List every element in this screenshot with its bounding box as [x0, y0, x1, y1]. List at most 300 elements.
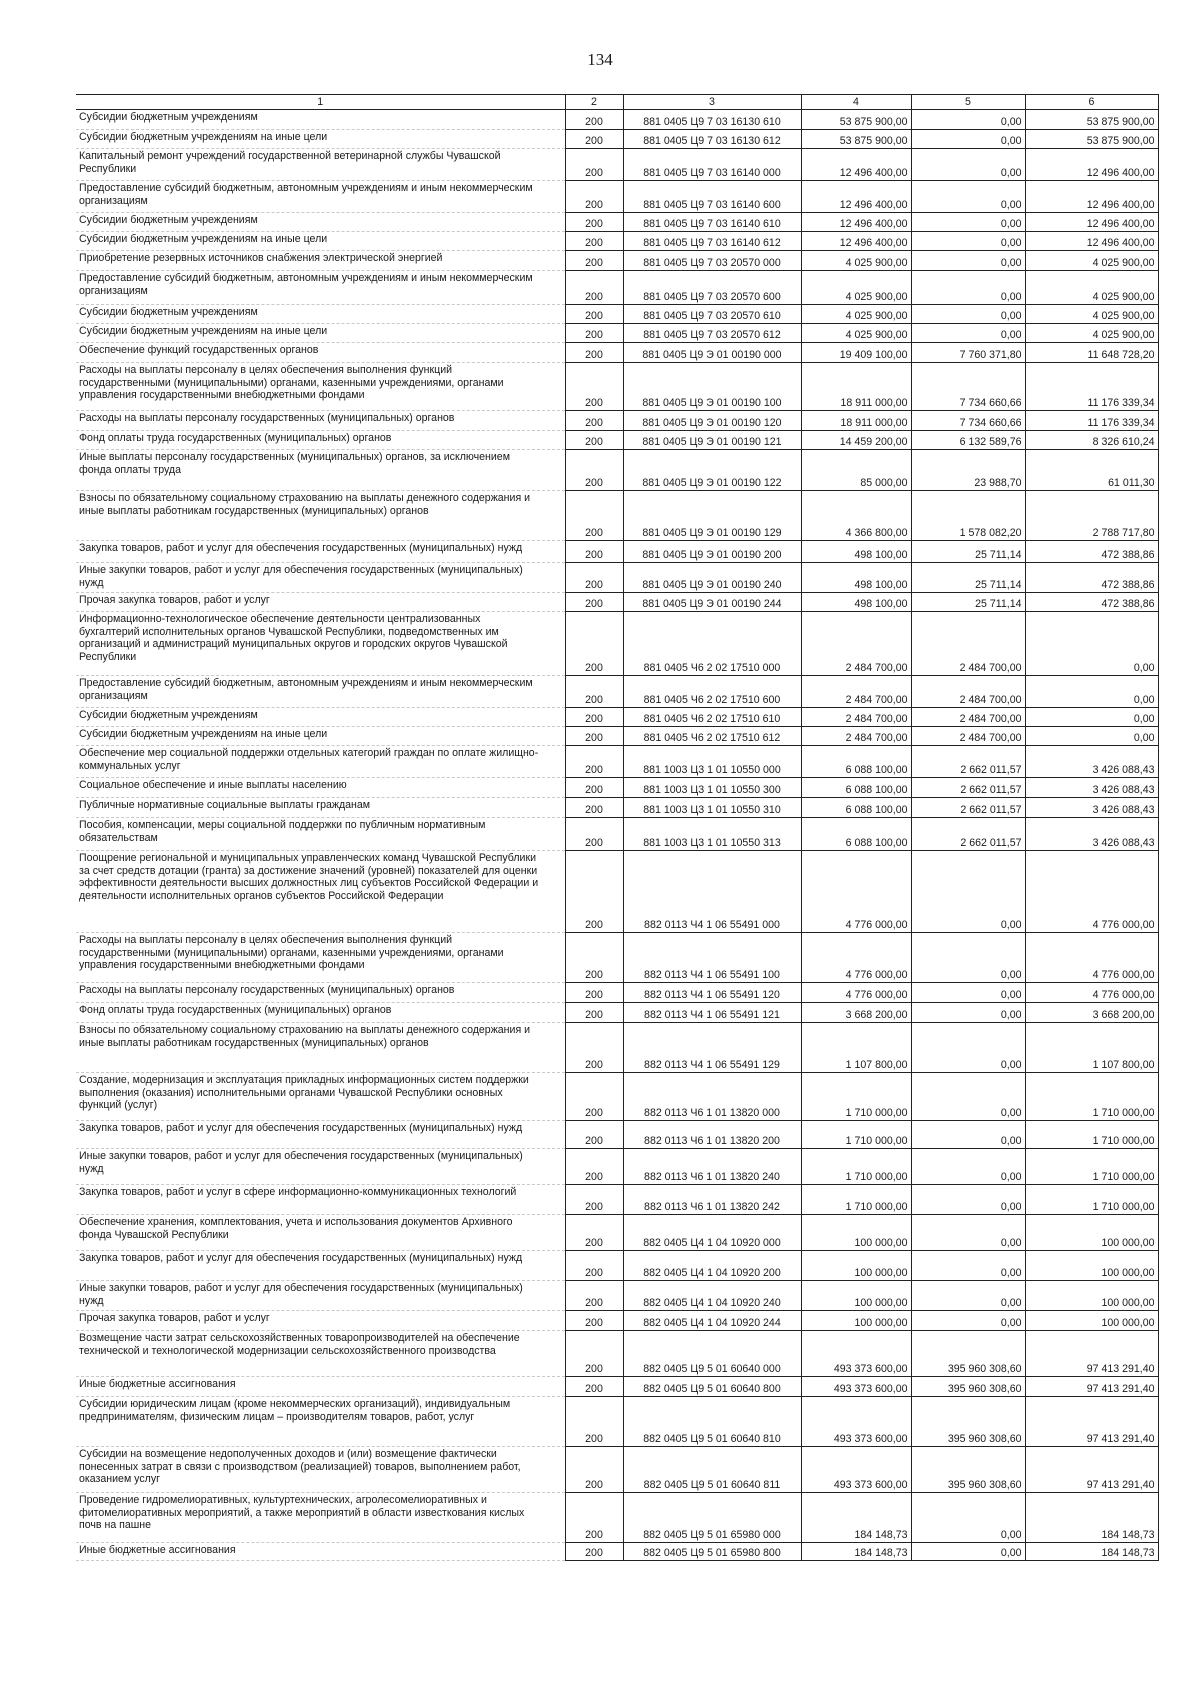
- row-name: Проведение гидромелиоративных, культуртехнических, агролесомелиоративных и фитомелиоративных мероприятий, а также мероприятий в области известкования кислых почв на пашне: [76, 1493, 565, 1543]
- row-remainder: 4 025 900,00: [1025, 305, 1158, 324]
- row-budget-code: 881 0405 Ц9 Э 01 00190 121: [623, 431, 801, 450]
- row-remainder: 472 388,86: [1025, 563, 1158, 593]
- row-name: Публичные нормативные социальные выплаты гражданам: [76, 798, 565, 818]
- row-code: 200: [565, 181, 623, 213]
- row-executed: 395 960 308,60: [911, 1447, 1025, 1493]
- row-budget-code: 882 0113 Ч6 1 01 13820 242: [623, 1185, 801, 1215]
- table-row: [76, 1185, 1158, 1215]
- table-row: [76, 130, 1158, 149]
- row-name: Иные закупки товаров, работ и услуг для обеспечения государственных (муниципальных) нужд: [76, 1149, 565, 1185]
- row-executed: 0,00: [911, 251, 1025, 271]
- row-name: Субсидии бюджетным учреждениям: [76, 110, 565, 130]
- row-executed: 0,00: [911, 983, 1025, 1003]
- row-approved: 12 496 400,00: [801, 213, 911, 232]
- row-code: 200: [565, 933, 623, 983]
- row-name: Субсидии бюджетным учреждениям: [76, 305, 565, 324]
- row-name: Субсидии бюджетным учреждениям на иные цели: [76, 727, 565, 746]
- row-budget-code: 882 0113 Ч4 1 06 55491 129: [623, 1023, 801, 1073]
- row-code: 200: [565, 851, 623, 933]
- row-executed: 0,00: [911, 324, 1025, 343]
- row-approved: 18 911 000,00: [801, 363, 911, 411]
- row-name: Закупка товаров, работ и услуг для обеспечения государственных (муниципальных) нужд: [76, 541, 565, 563]
- table-row: [76, 851, 1158, 933]
- row-name: Расходы на выплаты персоналу государственных (муниципальных) органов: [76, 411, 565, 431]
- row-budget-code: 882 0405 Ц9 5 01 60640 810: [623, 1397, 801, 1447]
- row-remainder: 184 148,73: [1025, 1493, 1158, 1543]
- row-code: 200: [565, 1215, 623, 1251]
- row-budget-code: 882 0405 Ц9 5 01 60640 800: [623, 1377, 801, 1397]
- row-executed: 0,00: [911, 1493, 1025, 1543]
- row-executed: 0,00: [911, 1003, 1025, 1023]
- row-code: 200: [565, 363, 623, 411]
- row-name: Иные бюджетные ассигнования: [76, 1377, 565, 1397]
- row-name: Субсидии бюджетным учреждениям: [76, 213, 565, 232]
- row-executed: 0,00: [911, 1149, 1025, 1185]
- table-row: [76, 541, 1158, 563]
- row-remainder: 1 710 000,00: [1025, 1149, 1158, 1185]
- row-budget-code: 882 0405 Ц9 5 01 65980 000: [623, 1493, 801, 1543]
- row-executed: 0,00: [911, 1023, 1025, 1073]
- table-row: [76, 1543, 1158, 1561]
- row-code: 200: [565, 727, 623, 746]
- row-executed: 0,00: [911, 933, 1025, 983]
- row-budget-code: 881 0405 Ц9 7 03 16140 612: [623, 232, 801, 251]
- row-name: Приобретение резервных источников снабжения электрической энергией: [76, 251, 565, 271]
- row-approved: 12 496 400,00: [801, 149, 911, 181]
- row-code: 200: [565, 593, 623, 612]
- row-executed: 0,00: [911, 1185, 1025, 1215]
- row-remainder: 100 000,00: [1025, 1311, 1158, 1331]
- row-budget-code: 881 0405 Ц9 Э 01 00190 120: [623, 411, 801, 431]
- column-header-4: 4: [801, 95, 911, 110]
- row-budget-code: 882 0113 Ч4 1 06 55491 120: [623, 983, 801, 1003]
- row-budget-code: 881 0405 Ц9 7 03 16130 610: [623, 110, 801, 130]
- row-remainder: 12 496 400,00: [1025, 232, 1158, 251]
- row-approved: 4 366 800,00: [801, 491, 911, 541]
- row-code: 200: [565, 1185, 623, 1215]
- row-name: Закупка товаров, работ и услуг для обеспечения государственных (муниципальных) нужд: [76, 1251, 565, 1281]
- row-remainder: 11 648 728,20: [1025, 343, 1158, 363]
- row-budget-code: 882 0113 Ч6 1 01 13820 000: [623, 1073, 801, 1121]
- row-code: 200: [565, 708, 623, 727]
- row-budget-code: 882 0405 Ц4 1 04 10920 000: [623, 1215, 801, 1251]
- row-approved: 6 088 100,00: [801, 818, 911, 851]
- row-executed: 2 484 700,00: [911, 676, 1025, 708]
- row-approved: 4 776 000,00: [801, 851, 911, 933]
- row-budget-code: 881 0405 Ц9 Э 01 00190 244: [623, 593, 801, 612]
- table-row: [76, 181, 1158, 213]
- row-budget-code: 881 0405 Ч6 2 02 17510 610: [623, 708, 801, 727]
- row-approved: 493 373 600,00: [801, 1447, 911, 1493]
- row-name: Предоставление субсидий бюджетным, автономным учреждениям и иным некоммерческим организациям: [76, 676, 565, 708]
- row-name: Иные бюджетные ассигнования: [76, 1543, 565, 1561]
- row-code: 200: [565, 778, 623, 798]
- row-name: Расходы на выплаты персоналу государственных (муниципальных) органов: [76, 983, 565, 1003]
- row-executed: 0,00: [911, 1543, 1025, 1561]
- table-row: [76, 1003, 1158, 1023]
- row-name: Прочая закупка товаров, работ и услуг: [76, 593, 565, 612]
- row-budget-code: 882 0405 Ц4 1 04 10920 200: [623, 1251, 801, 1281]
- row-name: Предоставление субсидий бюджетным, автономным учреждениям и иным некоммерческим организациям: [76, 271, 565, 305]
- row-approved: 6 088 100,00: [801, 798, 911, 818]
- row-name: Информационно-технологическое обеспечение деятельности централизованных бухгалтерий исполнительных органов Чувашской Республики, подведомственных им организаций и администраций муниципальных округов и городских округов Чувашской Республики: [76, 612, 565, 676]
- row-remainder: 3 668 200,00: [1025, 1003, 1158, 1023]
- table-row: [76, 251, 1158, 271]
- row-code: 200: [565, 1003, 623, 1023]
- table-row: [76, 1073, 1158, 1121]
- row-executed: 0,00: [911, 1281, 1025, 1311]
- table-row: [76, 411, 1158, 431]
- row-remainder: 1 107 800,00: [1025, 1023, 1158, 1073]
- row-budget-code: 881 1003 Ц3 1 01 10550 000: [623, 746, 801, 778]
- table-header: [76, 95, 1158, 110]
- row-remainder: 0,00: [1025, 708, 1158, 727]
- row-name: Возмещение части затрат сельскохозяйственных товаропроизводителей на обеспечение технической и технологической модернизации сельскохозяйственного производства: [76, 1331, 565, 1377]
- row-name: Иные закупки товаров, работ и услуг для обеспечения государственных (муниципальных) нужд: [76, 563, 565, 593]
- row-executed: 0,00: [911, 851, 1025, 933]
- row-approved: 14 459 200,00: [801, 431, 911, 450]
- row-remainder: 2 788 717,80: [1025, 491, 1158, 541]
- row-approved: 1 107 800,00: [801, 1023, 911, 1073]
- row-budget-code: 881 0405 Ч6 2 02 17510 612: [623, 727, 801, 746]
- row-approved: 498 100,00: [801, 593, 911, 612]
- row-executed: 25 711,14: [911, 541, 1025, 563]
- table-row: [76, 324, 1158, 343]
- row-name: Предоставление субсидий бюджетным, автономным учреждениям и иным некоммерческим организациям: [76, 181, 565, 213]
- row-approved: 1 710 000,00: [801, 1073, 911, 1121]
- row-code: 200: [565, 1447, 623, 1493]
- row-code: 200: [565, 343, 623, 363]
- row-approved: 100 000,00: [801, 1251, 911, 1281]
- row-executed: 7 734 660,66: [911, 363, 1025, 411]
- row-budget-code: 881 0405 Ц9 Э 01 00190 000: [623, 343, 801, 363]
- table-row: [76, 343, 1158, 363]
- table-row: [76, 1121, 1158, 1149]
- row-remainder: 184 148,73: [1025, 1543, 1158, 1561]
- row-code: 200: [565, 1149, 623, 1185]
- row-name: Субсидии бюджетным учреждениям на иные цели: [76, 324, 565, 343]
- row-executed: 395 960 308,60: [911, 1377, 1025, 1397]
- row-remainder: 100 000,00: [1025, 1281, 1158, 1311]
- row-executed: 395 960 308,60: [911, 1331, 1025, 1377]
- row-executed: 0,00: [911, 1311, 1025, 1331]
- table-row: [76, 727, 1158, 746]
- column-header-1: 1: [76, 95, 565, 110]
- row-name: Поощрение региональной и муниципальных управленческих команд Чувашской Республики за счет средств дотации (гранта) за достижение значений (уровней) показателей для оценки эффективности деятельности высших должностных лиц субъектов Российской Федерации и деятельности исполнительных органов субъектов Российской Федерации: [76, 851, 565, 933]
- row-name: Взносы по обязательному социальному страхованию на выплаты денежного содержания и иные выплаты работникам государственных (муниципальных) органов: [76, 491, 565, 541]
- row-code: 200: [565, 541, 623, 563]
- table-row: [76, 746, 1158, 778]
- row-name: Закупка товаров, работ и услуг для обеспечения государственных (муниципальных) нужд: [76, 1121, 565, 1149]
- row-executed: 7 734 660,66: [911, 411, 1025, 431]
- row-executed: 6 132 589,76: [911, 431, 1025, 450]
- row-remainder: 472 388,86: [1025, 541, 1158, 563]
- row-executed: 2 484 700,00: [911, 727, 1025, 746]
- table-row: [76, 1251, 1158, 1281]
- row-code: 200: [565, 1281, 623, 1311]
- row-remainder: 8 326 610,24: [1025, 431, 1158, 450]
- row-executed: 0,00: [911, 149, 1025, 181]
- row-executed: 2 484 700,00: [911, 612, 1025, 676]
- row-remainder: 97 413 291,40: [1025, 1331, 1158, 1377]
- row-remainder: 11 176 339,34: [1025, 411, 1158, 431]
- row-remainder: 97 413 291,40: [1025, 1377, 1158, 1397]
- row-budget-code: 881 0405 Ц9 7 03 20570 612: [623, 324, 801, 343]
- row-code: 200: [565, 130, 623, 149]
- row-code: 200: [565, 563, 623, 593]
- row-code: 200: [565, 983, 623, 1003]
- row-remainder: 4 025 900,00: [1025, 251, 1158, 271]
- row-budget-code: 882 0113 Ч4 1 06 55491 121: [623, 1003, 801, 1023]
- row-code: 200: [565, 1121, 623, 1149]
- row-name: Обеспечение мер социальной поддержки отдельных категорий граждан по оплате жилищно-коммунальных услуг: [76, 746, 565, 778]
- table-row: [76, 450, 1158, 491]
- row-budget-code: 882 0405 Ц9 5 01 60640 000: [623, 1331, 801, 1377]
- row-approved: 493 373 600,00: [801, 1331, 911, 1377]
- row-name: Пособия, компенсации, меры социальной поддержки по публичным нормативным обязательствам: [76, 818, 565, 851]
- row-remainder: 53 875 900,00: [1025, 130, 1158, 149]
- table-row: [76, 1447, 1158, 1493]
- table-row: [76, 110, 1158, 130]
- row-approved: 4 025 900,00: [801, 305, 911, 324]
- row-remainder: 4 776 000,00: [1025, 851, 1158, 933]
- row-remainder: 1 710 000,00: [1025, 1073, 1158, 1121]
- row-remainder: 1 710 000,00: [1025, 1185, 1158, 1215]
- row-code: 200: [565, 411, 623, 431]
- row-budget-code: 881 0405 Ц9 Э 01 00190 122: [623, 450, 801, 491]
- row-approved: 19 409 100,00: [801, 343, 911, 363]
- row-name: Расходы на выплаты персоналу в целях обеспечения выполнения функций государственными (муниципальными) органами, казенными учреждениями, органами управления государственными внебюджетными фондами: [76, 363, 565, 411]
- row-executed: 395 960 308,60: [911, 1397, 1025, 1447]
- row-approved: 1 710 000,00: [801, 1149, 911, 1185]
- row-budget-code: 881 0405 Ц9 7 03 16140 000: [623, 149, 801, 181]
- row-approved: 1 710 000,00: [801, 1185, 911, 1215]
- row-name: Субсидии бюджетным учреждениям: [76, 708, 565, 727]
- row-name: Социальное обеспечение и иные выплаты населению: [76, 778, 565, 798]
- row-approved: 4 776 000,00: [801, 983, 911, 1003]
- row-code: 200: [565, 491, 623, 541]
- row-budget-code: 881 0405 Ц9 7 03 16130 612: [623, 130, 801, 149]
- row-executed: 0,00: [911, 1121, 1025, 1149]
- table-row: [76, 676, 1158, 708]
- row-code: 200: [565, 324, 623, 343]
- row-executed: 0,00: [911, 1073, 1025, 1121]
- row-executed: 2 662 011,57: [911, 798, 1025, 818]
- table-row: [76, 593, 1158, 612]
- row-name: Расходы на выплаты персоналу в целях обеспечения выполнения функций государственными (муниципальными) органами, казенными учреждениями, органами управления государственными внебюджетными фондами: [76, 933, 565, 983]
- row-code: 200: [565, 213, 623, 232]
- row-approved: 4 025 900,00: [801, 271, 911, 305]
- row-remainder: 4 776 000,00: [1025, 983, 1158, 1003]
- row-approved: 53 875 900,00: [801, 110, 911, 130]
- row-executed: 0,00: [911, 1251, 1025, 1281]
- row-remainder: 3 426 088,43: [1025, 798, 1158, 818]
- table-row: [76, 1397, 1158, 1447]
- row-budget-code: 882 0113 Ч6 1 01 13820 200: [623, 1121, 801, 1149]
- budget-table: [76, 94, 1159, 1561]
- row-name: Субсидии бюджетным учреждениям на иные цели: [76, 232, 565, 251]
- row-executed: 0,00: [911, 305, 1025, 324]
- row-budget-code: 881 0405 Ч6 2 02 17510 000: [623, 612, 801, 676]
- row-code: 200: [565, 149, 623, 181]
- table-row: [76, 213, 1158, 232]
- row-executed: 2 662 011,57: [911, 746, 1025, 778]
- row-remainder: 1 710 000,00: [1025, 1121, 1158, 1149]
- row-budget-code: 881 0405 Ц9 7 03 20570 610: [623, 305, 801, 324]
- row-approved: 4 776 000,00: [801, 933, 911, 983]
- row-approved: 6 088 100,00: [801, 746, 911, 778]
- row-code: 200: [565, 1543, 623, 1561]
- row-executed: 0,00: [911, 271, 1025, 305]
- row-budget-code: 881 0405 Ц9 Э 01 00190 240: [623, 563, 801, 593]
- row-executed: 2 662 011,57: [911, 818, 1025, 851]
- row-code: 200: [565, 818, 623, 851]
- row-executed: 0,00: [911, 130, 1025, 149]
- row-executed: 2 662 011,57: [911, 778, 1025, 798]
- column-header-5: 5: [911, 95, 1025, 110]
- table-row: [76, 612, 1158, 676]
- row-approved: 184 148,73: [801, 1543, 911, 1561]
- row-code: 200: [565, 746, 623, 778]
- table-row: [76, 798, 1158, 818]
- row-approved: 100 000,00: [801, 1281, 911, 1311]
- row-name: Создание, модернизация и эксплуатация прикладных информационных систем поддержки выполнения (оказания) исполнительными органами Чувашской Республики основных функций (услуг): [76, 1073, 565, 1121]
- row-executed: 25 711,14: [911, 593, 1025, 612]
- row-approved: 12 496 400,00: [801, 181, 911, 213]
- row-code: 200: [565, 1023, 623, 1073]
- table-row: [76, 563, 1158, 593]
- row-code: 200: [565, 1311, 623, 1331]
- row-approved: 498 100,00: [801, 541, 911, 563]
- row-name: Обеспечение функций государственных органов: [76, 343, 565, 363]
- row-budget-code: 881 0405 Ц9 7 03 20570 600: [623, 271, 801, 305]
- row-code: 200: [565, 271, 623, 305]
- row-code: 200: [565, 1331, 623, 1377]
- row-budget-code: 882 0113 Ч4 1 06 55491 000: [623, 851, 801, 933]
- row-budget-code: 882 0405 Ц9 5 01 60640 811: [623, 1447, 801, 1493]
- row-code: 200: [565, 110, 623, 130]
- row-name: Взносы по обязательному социальному страхованию на выплаты денежного содержания и иные выплаты работникам государственных (муниципальных) органов: [76, 1023, 565, 1073]
- row-approved: 4 025 900,00: [801, 251, 911, 271]
- row-code: 200: [565, 612, 623, 676]
- header-row: [76, 95, 1158, 110]
- row-remainder: 53 875 900,00: [1025, 110, 1158, 130]
- row-remainder: 11 176 339,34: [1025, 363, 1158, 411]
- table-row: [76, 1493, 1158, 1543]
- row-budget-code: 881 0405 Ц9 7 03 16140 610: [623, 213, 801, 232]
- row-approved: 3 668 200,00: [801, 1003, 911, 1023]
- table-row: [76, 933, 1158, 983]
- row-budget-code: 881 1003 Ц3 1 01 10550 313: [623, 818, 801, 851]
- row-remainder: 12 496 400,00: [1025, 181, 1158, 213]
- row-code: 200: [565, 798, 623, 818]
- row-budget-code: 881 0405 Ц9 Э 01 00190 100: [623, 363, 801, 411]
- row-name: Субсидии на возмещение недополученных доходов и (или) возмещение фактически понесенных затрат в связи с производством (реализацией) товаров, выполнением работ, оказанием услуг: [76, 1447, 565, 1493]
- row-budget-code: 881 0405 Ц9 7 03 16140 600: [623, 181, 801, 213]
- table-row: [76, 818, 1158, 851]
- row-budget-code: 882 0405 Ц4 1 04 10920 240: [623, 1281, 801, 1311]
- row-remainder: 100 000,00: [1025, 1215, 1158, 1251]
- column-header-6: 6: [1025, 95, 1158, 110]
- row-budget-code: 882 0113 Ч6 1 01 13820 240: [623, 1149, 801, 1185]
- table-row: [76, 149, 1158, 181]
- page-number: 134: [587, 50, 613, 69]
- row-remainder: 4 025 900,00: [1025, 271, 1158, 305]
- row-code: 200: [565, 305, 623, 324]
- row-remainder: 4 776 000,00: [1025, 933, 1158, 983]
- row-name: Капитальный ремонт учреждений государственной ветеринарной службы Чувашской Республики: [76, 149, 565, 181]
- row-budget-code: 882 0405 Ц4 1 04 10920 244: [623, 1311, 801, 1331]
- row-remainder: 12 496 400,00: [1025, 149, 1158, 181]
- row-remainder: 472 388,86: [1025, 593, 1158, 612]
- row-approved: 100 000,00: [801, 1215, 911, 1251]
- table-row: [76, 1281, 1158, 1311]
- table-row: [76, 363, 1158, 411]
- table-row: [76, 232, 1158, 251]
- row-code: 200: [565, 676, 623, 708]
- table-row: [76, 778, 1158, 798]
- row-code: 200: [565, 232, 623, 251]
- row-budget-code: 881 1003 Ц3 1 01 10550 310: [623, 798, 801, 818]
- row-remainder: 0,00: [1025, 676, 1158, 708]
- row-remainder: 0,00: [1025, 727, 1158, 746]
- row-budget-code: 881 0405 Ч6 2 02 17510 600: [623, 676, 801, 708]
- row-name: Иные закупки товаров, работ и услуг для обеспечения государственных (муниципальных) нужд: [76, 1281, 565, 1311]
- row-remainder: 3 426 088,43: [1025, 778, 1158, 798]
- row-approved: 53 875 900,00: [801, 130, 911, 149]
- row-name: Фонд оплаты труда государственных (муниципальных) органов: [76, 1003, 565, 1023]
- table-row: [76, 305, 1158, 324]
- row-executed: 0,00: [911, 110, 1025, 130]
- row-code: 200: [565, 1493, 623, 1543]
- row-budget-code: 882 0113 Ч4 1 06 55491 100: [623, 933, 801, 983]
- row-executed: 1 578 082,20: [911, 491, 1025, 541]
- row-name: Закупка товаров, работ и услуг в сфере информационно-коммуникационных технологий: [76, 1185, 565, 1215]
- row-remainder: 12 496 400,00: [1025, 213, 1158, 232]
- row-executed: 2 484 700,00: [911, 708, 1025, 727]
- row-remainder: 97 413 291,40: [1025, 1397, 1158, 1447]
- row-budget-code: 881 0405 Ц9 Э 01 00190 129: [623, 491, 801, 541]
- row-code: 200: [565, 450, 623, 491]
- row-remainder: 4 025 900,00: [1025, 324, 1158, 343]
- row-approved: 2 484 700,00: [801, 708, 911, 727]
- row-name: Обеспечение хранения, комплектования, учета и использования документов Архивного фонда Чувашской Республики: [76, 1215, 565, 1251]
- table-row: [76, 1215, 1158, 1251]
- row-remainder: 61 011,30: [1025, 450, 1158, 491]
- row-budget-code: 881 0405 Ц9 Э 01 00190 200: [623, 541, 801, 563]
- row-executed: 0,00: [911, 181, 1025, 213]
- row-code: 200: [565, 431, 623, 450]
- table-row: [76, 491, 1158, 541]
- row-budget-code: 881 0405 Ц9 7 03 20570 000: [623, 251, 801, 271]
- row-approved: 2 484 700,00: [801, 612, 911, 676]
- row-executed: 25 711,14: [911, 563, 1025, 593]
- row-code: 200: [565, 1397, 623, 1447]
- row-code: 200: [565, 1073, 623, 1121]
- row-approved: 2 484 700,00: [801, 727, 911, 746]
- table-row: [76, 1149, 1158, 1185]
- table-row: [76, 271, 1158, 305]
- column-header-3: 3: [623, 95, 801, 110]
- table-row: [76, 1023, 1158, 1073]
- row-code: 200: [565, 1377, 623, 1397]
- row-approved: 18 911 000,00: [801, 411, 911, 431]
- table-row: [76, 1331, 1158, 1377]
- table-row: [76, 1377, 1158, 1397]
- row-executed: 23 988,70: [911, 450, 1025, 491]
- row-approved: 498 100,00: [801, 563, 911, 593]
- table-row: [76, 1311, 1158, 1331]
